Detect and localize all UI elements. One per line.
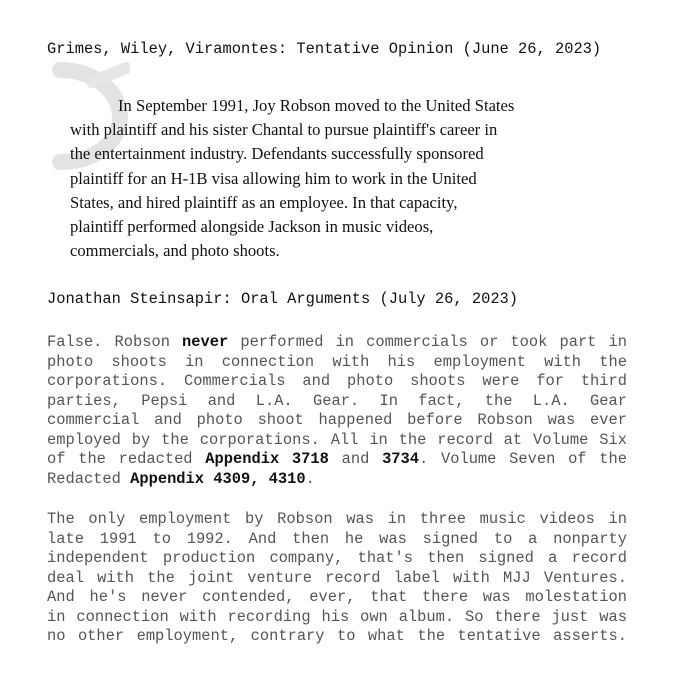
paragraph-line: corporations. Commercials and photo shoots were for third [47, 372, 627, 390]
paragraph-line: no other employment, contrary to what the tentative asserts. [47, 627, 627, 645]
quote-line: the entertainment industry. Defendants successfully sponsored [70, 144, 484, 164]
quote-line: In September 1991, Joy Robson moved to the United States [118, 96, 515, 115]
paragraph-line [47, 333, 627, 353]
argument-paragraph-1 [47, 333, 627, 489]
paragraph-line: And he's never contended, ever, that there was molestation [47, 588, 627, 606]
text-run: of the redacted [47, 450, 206, 468]
quote-line: with plaintiff and his sister Chantal to pursue plaintiff's career in [70, 120, 498, 140]
quote-line: plaintiff for an H-1B visa allowing him to work in the United [70, 168, 477, 188]
appendix-reference: 3734 [382, 450, 420, 468]
paragraph-line: late 1991 to 1992. And then he was signed to a nonparty [47, 529, 627, 548]
paragraph-line: deal with the joint venture record label with MJJ Ventures. [47, 568, 627, 587]
paragraph-line: parties, Pepsi and L.A. Gear. In fact, the L.A. Gear [47, 391, 627, 410]
paragraph-line: photo shoots in connection with his employment with the [47, 352, 627, 371]
paragraph-line [47, 470, 627, 490]
quote-line: States, and hired plaintiff as an employee. In that capacity, [70, 192, 458, 212]
quote-line: plaintiff performed alongside Jackson in music videos, [70, 217, 434, 237]
appendix-reference: Appendix 3718 [205, 450, 329, 468]
opinion-quote [70, 94, 590, 263]
paragraph-line: in connection with recording his own album. So there just was [47, 607, 627, 626]
tentative-opinion-heading: Grimes, Wiley, Viramontes: Tentative Opinion (June 26, 2023) [47, 40, 602, 58]
text-run: . [305, 469, 315, 488]
oral-arguments-heading: Jonathan Steinsapir: Oral Arguments (July 26, 2023) [47, 290, 519, 308]
emphasis-never: never [182, 333, 229, 351]
appendix-reference: Appendix 4309, 4310 [130, 469, 306, 488]
quote-line: commercials, and photo shoots. [70, 241, 280, 261]
paragraph-line [47, 450, 627, 470]
argument-paragraph-2 [47, 510, 627, 647]
paragraph-line: The only employment by Robson was in three music videos in [47, 510, 627, 528]
paragraph-line: independent production company, that's then signed a record [47, 549, 627, 567]
paragraph-line: commercial and photo shoot happened before Robson was ever [47, 411, 627, 429]
text-run: performed in commercials or took part in [228, 333, 627, 351]
text-run: False. Robson [47, 333, 183, 351]
text-run: . Volume Seven of the [419, 450, 627, 468]
text-run: Redacted [47, 469, 131, 488]
text-run: and [328, 450, 383, 468]
paragraph-line: employed by the corporations. All in the record at Volume Six [47, 430, 627, 449]
